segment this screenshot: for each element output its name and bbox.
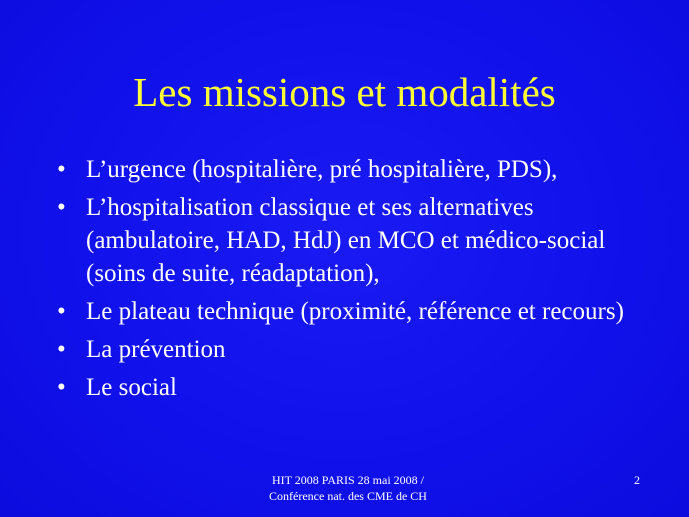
- bullet-text: La prévention: [86, 336, 226, 363]
- slide-title: Les missions et modalités: [133, 69, 556, 115]
- bullet-item-hospitalisation: [57, 191, 657, 290]
- bullet-item-urgence: [57, 153, 657, 186]
- footer-line-organization: Conférence nat. des CME de CH: [269, 489, 427, 503]
- bullet-marker-icon: •: [57, 156, 66, 183]
- bullet-marker-icon: •: [57, 336, 66, 363]
- bullet-item-social: [57, 371, 657, 404]
- page-number: 2: [634, 473, 640, 487]
- bullet-marker-icon: •: [57, 298, 66, 325]
- bullet-text: L’urgence (hospitalière, pré hospitalière, PDS),: [86, 156, 558, 183]
- slide-footer: [218, 472, 478, 504]
- footer-line-event: HIT 2008 PARIS 28 mai 2008 /: [271, 473, 424, 487]
- bullet-item-plateau-technique: [57, 295, 657, 328]
- bullet-text: Le social: [86, 374, 177, 401]
- bullet-text: Le plateau technique (proximité, référence et recours): [86, 298, 624, 325]
- bullet-marker-icon: •: [57, 194, 66, 221]
- bullet-marker-icon: •: [57, 374, 66, 401]
- bullet-text: L’hospitalisation classique et ses alternatives (ambulatoire, HAD, HdJ) en MCO et médico-social (soins de suite, réadaptation),: [86, 194, 606, 287]
- bullet-item-prevention: [57, 333, 657, 366]
- bullet-list: [57, 153, 657, 409]
